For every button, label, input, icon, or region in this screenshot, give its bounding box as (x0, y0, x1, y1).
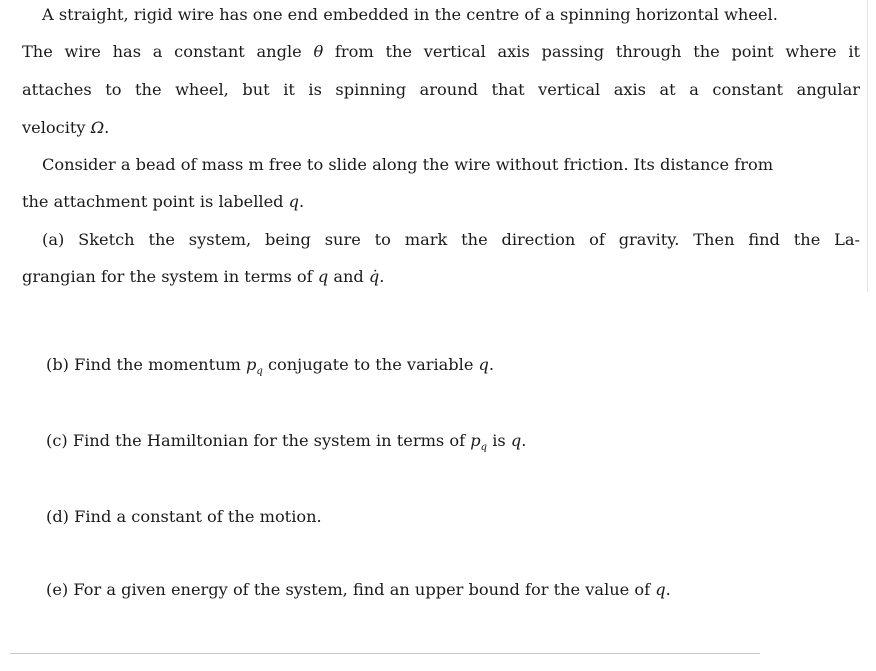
text: . (104, 118, 110, 137)
text: The wire has a constant angle (22, 42, 314, 61)
paragraph-2-line-2 (22, 191, 304, 213)
text: velocity (22, 118, 91, 137)
text: and (328, 267, 369, 286)
text: A straight, rigid wire has one end embedded in the centre of a spinning horizontal wheel. (42, 5, 778, 24)
problem-statement-block (0, 0, 868, 292)
q-symbol: q (317, 267, 329, 286)
text: (a) Sketch the system, being sure to mark the direction of gravity. Then find the La- (42, 230, 860, 249)
p-symbol: p (470, 431, 481, 450)
q-symbol: q (655, 580, 666, 599)
text: is (487, 431, 511, 450)
part-d-question (46, 506, 322, 528)
part-e-question (46, 579, 671, 601)
text: . (521, 431, 527, 450)
text: (b) Find the momentum (46, 355, 247, 374)
q-symbol: q (288, 192, 300, 211)
text: . (665, 580, 671, 599)
part-a-line-2 (22, 266, 384, 288)
q-symbol: q (510, 431, 522, 450)
q-symbol: q (478, 355, 489, 374)
part-c-question (46, 430, 526, 459)
text: (c) Find the Hamiltonian for the system in terms of (46, 431, 471, 450)
p-symbol: p (246, 355, 257, 374)
paragraph-1-line-2 (22, 41, 860, 63)
omega-symbol: Ω (90, 118, 105, 137)
text: grangian for the system in terms of (22, 267, 318, 286)
theta-symbol: θ (313, 42, 324, 61)
part-a-line-1 (42, 229, 860, 251)
paragraph-2-line-1 (42, 154, 773, 176)
bottom-divider (10, 653, 760, 654)
text: Consider a bead of mass m free to slide along the wire without friction. Its distance from (42, 155, 774, 174)
text: . (488, 355, 495, 374)
text: conjugate to the variable (262, 355, 479, 374)
text: . (299, 192, 305, 211)
text: . (379, 267, 385, 286)
text: the attachment point is labelled (22, 192, 289, 211)
text: from the vertical axis passing through the point where it (323, 42, 860, 61)
text: (e) For a given energy of the system, find an upper bound for the value of (46, 580, 656, 599)
text: attaches to the wheel, but it is spinning around that vertical axis at a constant angular (22, 80, 860, 99)
subscript-q: q (480, 442, 488, 454)
part-b-question (46, 354, 494, 383)
paragraph-1-line-1 (42, 4, 778, 26)
text: (d) Find a constant of the motion. (46, 507, 322, 526)
q-dot-symbol: q̇ (368, 267, 380, 286)
subscript-q: q (256, 366, 263, 378)
paragraph-1-line-4 (22, 117, 109, 139)
paragraph-1-line-3 (22, 79, 860, 101)
